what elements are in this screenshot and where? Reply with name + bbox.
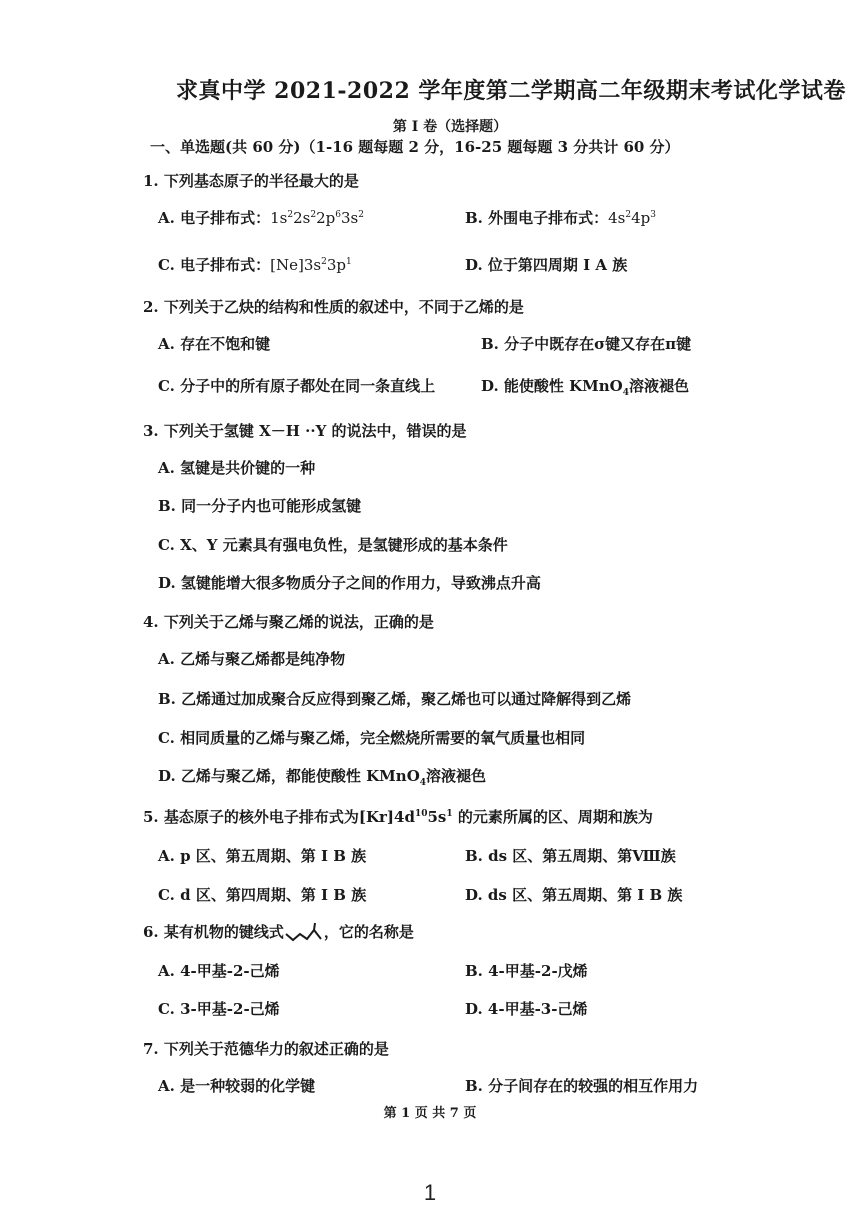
question-6-stem: 6. 某有机物的键线式 ，它的名称是 (143, 921, 414, 944)
section-heading: 一、单选题(共 60 分)（1-16 题每题 2 分，16-25 题每题 3 分共计 60 分） (150, 138, 680, 156)
question-2-option-c: C. 分子中的所有原子都处在同一条直线上 (158, 377, 436, 395)
skeletal-formula-icon (284, 922, 324, 944)
question-6-option-a: A. 4-甲基-2-己烯 (158, 962, 280, 980)
electron-config-a: $1s^22s^22p^63s^2$ (270, 209, 364, 227)
question-1-option-a: A. 电子排布式：$1s^22s^22p^63s^2$ (158, 209, 364, 227)
question-4-option-d: D. 乙烯与聚乙烯，都能使酸性 KMnO$_4$溶液褪色 (158, 767, 487, 788)
question-2-stem: 2. 下列关于乙炔的结构和性质的叙述中，不同于乙烯的是 (143, 298, 524, 316)
question-5-option-b: B. ds 区、第五周期、第Ⅷ族 (465, 847, 676, 865)
question-7-option-a: A. 是一种较弱的化学键 (158, 1077, 316, 1095)
question-3-option-c: C. X、Y 元素具有强电负性，是氢键形成的基本条件 (158, 536, 508, 554)
question-5-option-a: A. p 区、第五周期、第 I B 族 (158, 847, 367, 865)
question-6-option-b: B. 4-甲基-2-戊烯 (465, 962, 588, 980)
question-4-option-c: C. 相同质量的乙烯与聚乙烯，完全燃烧所需要的氧气质量也相同 (158, 729, 586, 747)
question-7-stem: 7. 下列关于范德华力的叙述正确的是 (143, 1040, 389, 1058)
question-3-option-d: D. 氢键能增大很多物质分子之间的作用力，导致沸点升高 (158, 574, 541, 592)
question-2-option-a: A. 存在不饱和键 (158, 335, 271, 353)
electron-config-c: $[Ne]3s^23p^1$ (270, 256, 352, 274)
question-4-option-a: A. 乙烯与聚乙烯都是纯净物 (158, 650, 346, 668)
question-1-option-b: B. 外围电子排布式：$4s^24p^3$ (465, 209, 656, 227)
question-1-option-d: D. 位于第四周期 I A 族 (465, 256, 628, 274)
question-5-option-c: C. d 区、第四周期、第 I B 族 (158, 886, 367, 904)
volume-heading: 第 I 卷（选择题） (392, 119, 508, 135)
question-2-option-b: B. 分子中既存在σ键又存在π键 (481, 335, 692, 353)
electron-config-kr: $d^{10}5s^1$ (404, 808, 453, 826)
question-1-stem: 1. 下列基态原子的半径最大的是 (143, 172, 359, 190)
question-4-stem: 4. 下列关于乙烯与聚乙烯的说法，正确的是 (143, 613, 434, 631)
question-1-option-c: C. 电子排布式：$[Ne]3s^23p^1$ (158, 256, 352, 274)
question-3-option-b: B. 同一分子内也可能形成氢键 (158, 497, 362, 515)
question-2-option-d: D. 能使酸性 KMnO$_4$溶液褪色 (481, 377, 690, 398)
electron-config-b: $4s^24p^3$ (608, 209, 656, 227)
question-5-stem: 5. 基态原子的核外电子排布式为$[Kr]4d^{10}5s^1$ 的元素所属的区、周期和族为 (143, 808, 653, 826)
question-4-option-b: B. 乙烯通过加成聚合反应得到聚乙烯，聚乙烯也可以通过降解得到乙烯 (158, 690, 632, 708)
question-7-option-b: B. 分子间存在的较强的相互作用力 (465, 1077, 699, 1095)
question-6-option-c: C. 3-甲基-2-己烯 (158, 1000, 280, 1018)
question-3-stem: 3. 下列关于氢键 X－H ··Y 的说法中，错误的是 (143, 422, 467, 440)
exam-title: 求真中学 2021-2022 学年度第二学期高二年级期末考试化学试卷 (176, 78, 846, 104)
question-3-option-a: A. 氢键是共价键的一种 (158, 459, 316, 477)
page-footer: 第 1 页 共 7 页 (383, 1106, 477, 1121)
question-5-option-d: D. ds 区、第五周期、第 I B 族 (465, 886, 683, 904)
page-number: 1 (423, 1180, 437, 1205)
question-6-option-d: D. 4-甲基-3-己烯 (465, 1000, 588, 1018)
